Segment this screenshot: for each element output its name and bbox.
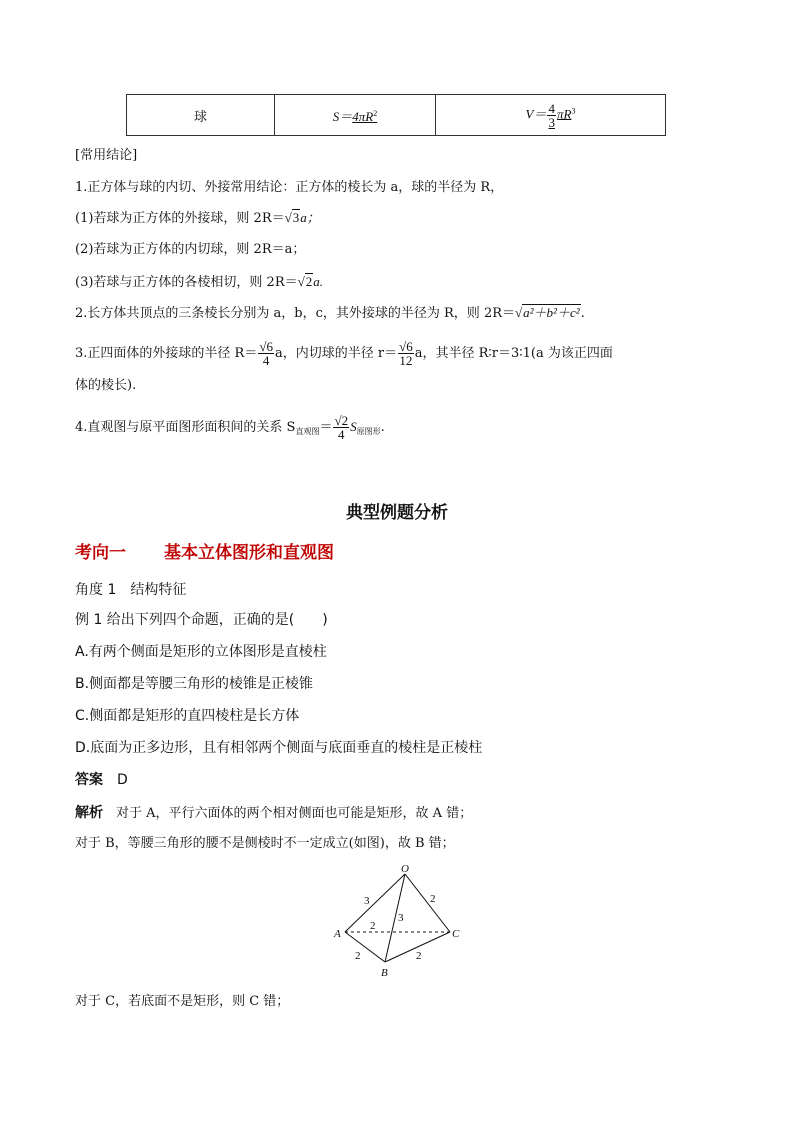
- label-AB: 2: [355, 950, 361, 962]
- conclusion-1b: (2)若球为正方体的内切球，则 2R＝a；: [75, 242, 306, 257]
- conclusion-1a: (1)若球为正方体的外接球，则 2R＝√3a；: [75, 210, 320, 226]
- label-BC: 2: [416, 950, 422, 962]
- vertex-A: A: [334, 928, 341, 940]
- table-row: [127, 95, 666, 136]
- direction-heading: 考向一 基本立体图形和直观图: [75, 543, 334, 563]
- conclusion-2: 2.长方体共顶点的三条棱长分别为 a，b，c，其外接球的半径为 R，则 2R＝√a²＋b²＋c².: [75, 305, 585, 321]
- option-d: D.底面为正多边形，且有相邻两个侧面与底面垂直的棱柱是正棱柱: [75, 740, 483, 756]
- sqrt-3: √3: [284, 210, 300, 225]
- conclusion-3: 3.正四面体的外接球的半径 R＝ $\frac{√6}{4}$ a，内切球的半径 r＝ $\frac{√6}{12}$ a，其半径 R∶r＝3∶1(a 为该正四面: [75, 339, 613, 368]
- answer: 答案 D: [75, 772, 128, 788]
- example-question: 例 1 给出下列四个命题，正确的是( ): [75, 612, 328, 628]
- area-formula: 4πR: [352, 108, 374, 124]
- option-c: C.侧面都是矩形的直四棱柱是长方体: [75, 708, 300, 724]
- label-OA: 3: [364, 895, 370, 907]
- option-b: B.侧面都是等腰三角形的棱锥是正棱锥: [75, 676, 314, 692]
- label-OC: 2: [430, 893, 436, 905]
- table-cell-name: [127, 95, 275, 136]
- option-a: A.有两个侧面是矩形的立体图形是直棱柱: [75, 644, 327, 660]
- analysis-c: 对于 C，若底面不是矩形，则 C 错；: [75, 994, 290, 1009]
- edge-OC: [405, 874, 450, 932]
- sphere-formula-table: [126, 94, 666, 136]
- sqrt-abc: √a²＋b²＋c²: [515, 305, 580, 320]
- area-prefix: S＝: [332, 108, 353, 124]
- vertex-O: O: [401, 863, 409, 875]
- analysis-b: 对于 B，等腰三角形的腰不是侧棱时不一定成立(如图)，故 B 错；: [75, 836, 455, 851]
- conclusions-heading: [常用结论]: [75, 148, 138, 163]
- fraction-sqrt2-4: $\frac{√2}{4}$: [334, 413, 349, 442]
- analysis-a: 解析 对于 A，平行六面体的两个相对侧面也可能是矩形，故 A 错；: [75, 805, 473, 821]
- volume-formula: πR: [556, 105, 572, 121]
- tetrahedron-figure: [330, 862, 470, 982]
- angle-heading: 角度 1 结构特征: [75, 582, 187, 598]
- vertex-C: C: [452, 928, 460, 940]
- edge-AB: [345, 932, 385, 962]
- table-cell-volume: [436, 95, 666, 136]
- conclusion-3-cont: 体的棱长).: [75, 378, 137, 393]
- volume-prefix: V＝: [525, 105, 547, 121]
- table-cell-area: [275, 95, 436, 136]
- volume-exponent: 3: [571, 105, 576, 115]
- volume-fraction: $\frac{4}{3}$: [548, 100, 555, 130]
- label-OB: 3: [398, 912, 404, 924]
- shape-name: 球: [193, 108, 207, 124]
- vertex-B: B: [381, 967, 388, 979]
- conclusion-1c: (3)若球与正方体的各棱相切，则 2R＝√2a.: [75, 274, 323, 290]
- conclusion-1: 1.正方体与球的内切、外接常用结论：正方体的棱长为 a，球的半径为 R，: [75, 180, 504, 195]
- label-AC: 2: [370, 920, 376, 932]
- area-exponent: 2: [373, 108, 378, 118]
- fraction-sqrt6-12: $\frac{√6}{12}$: [399, 339, 413, 368]
- conclusion-4: 4.直观图与原平面图形面积间的关系 $S_{直观图}=$ $\frac{√2}{4}$ $S_{原图形}$.: [75, 413, 385, 442]
- sqrt-2: √2: [297, 274, 313, 289]
- fraction-sqrt6-4: $\frac{√6}{4}$: [259, 339, 273, 368]
- section-title: 典型例题分析: [346, 503, 448, 523]
